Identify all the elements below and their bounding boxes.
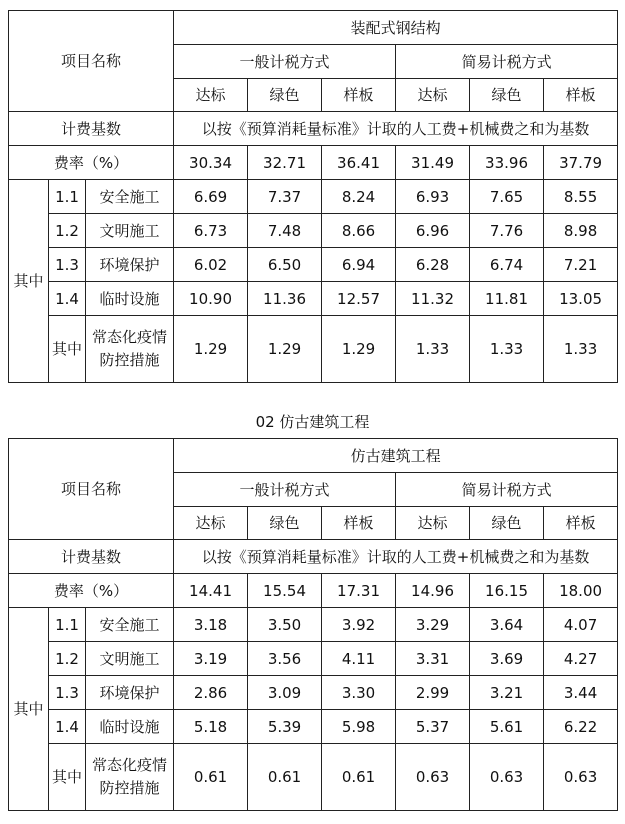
item-value: 2.99 xyxy=(396,676,470,710)
level-header: 达标 xyxy=(396,507,470,540)
item-value: 3.69 xyxy=(470,642,544,676)
item-value: 3.09 xyxy=(248,676,322,710)
fee-rate-table xyxy=(8,10,618,383)
rate-value: 17.31 xyxy=(322,574,396,608)
rate-label: 费率（%） xyxy=(9,146,174,180)
rate-value: 33.96 xyxy=(470,146,544,180)
item-name: 安全施工 xyxy=(86,608,174,642)
item-value: 11.36 xyxy=(248,282,322,316)
rate-value: 32.71 xyxy=(248,146,322,180)
item-value: 3.56 xyxy=(248,642,322,676)
fee-rate-table xyxy=(8,438,618,811)
rate-value: 31.49 xyxy=(396,146,470,180)
level-header: 样板 xyxy=(322,507,396,540)
sub-item-value: 1.33 xyxy=(544,316,618,383)
item-value: 7.21 xyxy=(544,248,618,282)
item-value: 3.44 xyxy=(544,676,618,710)
simple-tax-header: 简易计税方式 xyxy=(396,473,618,507)
sub-item-value: 0.61 xyxy=(248,744,322,811)
item-value: 6.50 xyxy=(248,248,322,282)
item-value: 3.30 xyxy=(322,676,396,710)
sub-item-value: 0.63 xyxy=(544,744,618,811)
item-value: 3.92 xyxy=(322,608,396,642)
rate-value: 18.00 xyxy=(544,574,618,608)
table-row xyxy=(9,214,618,248)
item-value: 6.28 xyxy=(396,248,470,282)
rate-value: 15.54 xyxy=(248,574,322,608)
table-row xyxy=(9,282,618,316)
item-value: 6.74 xyxy=(470,248,544,282)
item-name: 临时设施 xyxy=(86,282,174,316)
item-value: 3.64 xyxy=(470,608,544,642)
item-value: 11.81 xyxy=(470,282,544,316)
base-value: 以按《预算消耗量标准》计取的人工费+机械费之和为基数 xyxy=(174,112,618,146)
sub-item-value: 0.61 xyxy=(322,744,396,811)
item-name: 环境保护 xyxy=(86,248,174,282)
sub-item-value: 0.61 xyxy=(174,744,248,811)
item-value: 5.98 xyxy=(322,710,396,744)
level-header: 绿色 xyxy=(470,507,544,540)
rate-value: 14.96 xyxy=(396,574,470,608)
item-value: 7.76 xyxy=(470,214,544,248)
sub-group-label: 其中 xyxy=(49,316,86,383)
item-value: 2.86 xyxy=(174,676,248,710)
group-label: 其中 xyxy=(9,608,49,811)
item-number: 1.2 xyxy=(49,214,86,248)
item-value: 8.98 xyxy=(544,214,618,248)
item-number: 1.1 xyxy=(49,180,86,214)
item-value: 11.32 xyxy=(396,282,470,316)
item-value: 6.96 xyxy=(396,214,470,248)
item-value: 4.11 xyxy=(322,642,396,676)
level-header: 绿色 xyxy=(248,507,322,540)
sub-item-value: 0.63 xyxy=(396,744,470,811)
item-number: 1.4 xyxy=(49,710,86,744)
rate-value: 36.41 xyxy=(322,146,396,180)
sub-item-value: 1.29 xyxy=(322,316,396,383)
rate-value: 14.41 xyxy=(174,574,248,608)
item-value: 5.61 xyxy=(470,710,544,744)
sub-item-value: 1.33 xyxy=(470,316,544,383)
item-number: 1.2 xyxy=(49,642,86,676)
base-label: 计费基数 xyxy=(9,112,174,146)
item-value: 6.02 xyxy=(174,248,248,282)
project-type-header: 仿古建筑工程 xyxy=(174,439,618,473)
level-header: 达标 xyxy=(174,79,248,112)
item-name-header: 项目名称 xyxy=(9,11,174,112)
item-value: 13.05 xyxy=(544,282,618,316)
table-row xyxy=(9,316,618,383)
item-value: 8.24 xyxy=(322,180,396,214)
item-name-header: 项目名称 xyxy=(9,439,174,540)
item-number: 1.1 xyxy=(49,608,86,642)
item-value: 8.55 xyxy=(544,180,618,214)
item-name: 安全施工 xyxy=(86,180,174,214)
item-value: 4.27 xyxy=(544,642,618,676)
item-number: 1.4 xyxy=(49,282,86,316)
item-number: 1.3 xyxy=(49,676,86,710)
item-value: 4.07 xyxy=(544,608,618,642)
table-row xyxy=(9,710,618,744)
rate-label: 费率（%） xyxy=(9,574,174,608)
section-caption: 02 仿古建筑工程 xyxy=(255,413,370,431)
item-name: 临时设施 xyxy=(86,710,174,744)
item-value: 5.39 xyxy=(248,710,322,744)
item-value: 7.65 xyxy=(470,180,544,214)
item-value: 12.57 xyxy=(322,282,396,316)
item-value: 6.69 xyxy=(174,180,248,214)
item-value: 5.18 xyxy=(174,710,248,744)
rate-value: 16.15 xyxy=(470,574,544,608)
item-value: 10.90 xyxy=(174,282,248,316)
item-name: 文明施工 xyxy=(86,642,174,676)
simple-tax-header: 简易计税方式 xyxy=(396,45,618,79)
level-header: 样板 xyxy=(322,79,396,112)
base-value: 以按《预算消耗量标准》计取的人工费+机械费之和为基数 xyxy=(174,540,618,574)
table-row xyxy=(9,744,618,811)
group-label: 其中 xyxy=(9,180,49,383)
base-label: 计费基数 xyxy=(9,540,174,574)
table-row xyxy=(9,248,618,282)
sub-group-label: 其中 xyxy=(49,744,86,811)
level-header: 达标 xyxy=(396,79,470,112)
item-value: 7.37 xyxy=(248,180,322,214)
item-value: 7.48 xyxy=(248,214,322,248)
table-row xyxy=(9,676,618,710)
item-name: 环境保护 xyxy=(86,676,174,710)
general-tax-header: 一般计税方式 xyxy=(174,45,396,79)
item-value: 3.50 xyxy=(248,608,322,642)
item-number: 1.3 xyxy=(49,248,86,282)
item-name: 文明施工 xyxy=(86,214,174,248)
sub-item-value: 1.29 xyxy=(248,316,322,383)
sub-item-value: 1.29 xyxy=(174,316,248,383)
table-row xyxy=(9,608,618,642)
sub-item-name: 常态化疫情防控措施 xyxy=(86,316,174,383)
item-value: 6.73 xyxy=(174,214,248,248)
project-type-header: 装配式钢结构 xyxy=(174,11,618,45)
level-header: 达标 xyxy=(174,507,248,540)
item-value: 8.66 xyxy=(322,214,396,248)
item-value: 3.29 xyxy=(396,608,470,642)
item-value: 6.94 xyxy=(322,248,396,282)
item-value: 6.22 xyxy=(544,710,618,744)
rate-value: 30.34 xyxy=(174,146,248,180)
item-value: 3.31 xyxy=(396,642,470,676)
level-header: 样板 xyxy=(544,79,618,112)
sub-item-name: 常态化疫情防控措施 xyxy=(86,744,174,811)
level-header: 绿色 xyxy=(470,79,544,112)
rate-value: 37.79 xyxy=(544,146,618,180)
level-header: 样板 xyxy=(544,507,618,540)
item-value: 3.18 xyxy=(174,608,248,642)
level-header: 绿色 xyxy=(248,79,322,112)
table-row xyxy=(9,642,618,676)
sub-item-value: 0.63 xyxy=(470,744,544,811)
table-row xyxy=(9,180,618,214)
item-value: 3.19 xyxy=(174,642,248,676)
item-value: 3.21 xyxy=(470,676,544,710)
sub-item-value: 1.33 xyxy=(396,316,470,383)
general-tax-header: 一般计税方式 xyxy=(174,473,396,507)
item-value: 6.93 xyxy=(396,180,470,214)
item-value: 5.37 xyxy=(396,710,470,744)
